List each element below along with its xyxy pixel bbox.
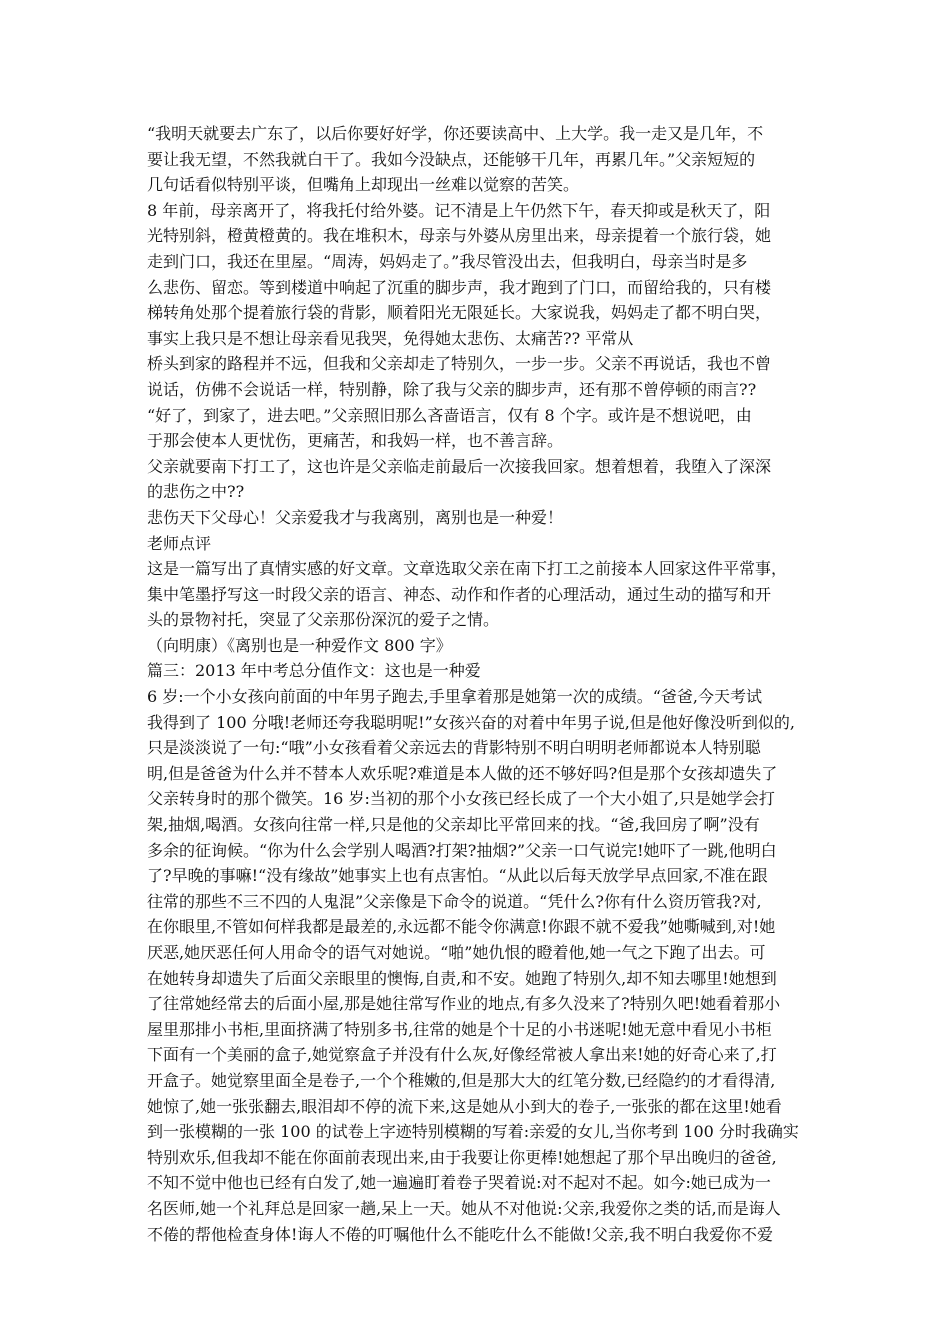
text-line: 走到门口，我还在里屋。“周涛，妈妈走了。”我尽管没出去，但我明白，母亲当时是多: [147, 251, 748, 271]
text-line: 在她转身却遗失了后面父亲眼里的懊悔,自责,和不安。她跑了特别久,却不知去哪里!她想到: [147, 968, 777, 988]
text-line: 桥头到家的路程并不远，但我和父亲却走了特别久，一步一步。父亲不再说话，我也不曾: [147, 354, 772, 374]
text-line: 下面有一个美丽的盒子,她觉察盒子并没有什么灰,好像经常被人拿出来!她的好奇心来了,打: [147, 1045, 777, 1065]
text-line: 头的景物衬托，突显了父亲那份深沉的爱子之情。: [147, 610, 500, 630]
text-line: “好了，到家了，进去吧。”父亲照旧那么吝啬语言，仅有 8 个字。或许是不想说吧，由: [147, 405, 752, 425]
text-line: 说话，仿佛不会说话一样，特别静，除了我与父亲的脚步声，还有那不曾停顿的雨言??: [147, 379, 757, 399]
author-credit: （向明康）《离别也是一种爱作文 800 字》: [147, 635, 452, 655]
text-line: 明,但是爸爸为什么并不替本人欢乐呢?难道是本人做的还不够好吗?但是那个女孩却遗失了: [147, 763, 778, 783]
text-line: 于那会使本人更忧伤，更痛苦，和我妈一样，也不善言辞。: [147, 431, 564, 451]
text-line: 要让我无望，不然我就白干了。我如今没缺点，还能够干几年，再累几年。”父亲短短的: [147, 149, 756, 169]
text-line: 不知不觉中他也已经有白发了,她一遍遍盯着卷子哭着说:对不起对不起。如今:她已成为一: [147, 1173, 771, 1193]
text-line: 的悲伤之中??: [147, 482, 245, 502]
section-heading-part-three: 篇三：2013 年中考总分值作文：这也是一种爱: [147, 661, 481, 681]
text-line: 事实上我只是不想让母亲看见我哭，免得她太悲伤、太痛苦?? 平常从: [147, 328, 634, 348]
section-heading-teacher-comment: 老师点评: [147, 533, 212, 553]
text-line: 往常的那些不三不四的人鬼混”父亲像是下命令的说道。“凭什么?你有什么资历管我?对,: [147, 891, 762, 911]
text-line: 在你眼里,不管如何样我都是最差的,永远都不能令你满意!你跟不就不爱我”她嘶喊到,对!她: [147, 917, 776, 937]
text-line: 多余的征询候。“你为什么会学别人喝酒?打架?抽烟?”父亲一口气说完!她吓了一跳,他明白: [147, 840, 777, 860]
text-line: 父亲就要南下打工了，这也许是父亲临走前最后一次接我回家。想着想着，我堕入了深深: [147, 456, 772, 476]
text-line: 么悲伤、留恋。等到楼道中响起了沉重的脚步声，我才跑到了门口，而留给我的，只有楼: [147, 277, 772, 297]
text-line: 架,抽烟,喝酒。女孩向往常一样,只是他的父亲却比平常回来的找。“爸,我回房了啊”没有: [147, 815, 760, 835]
text-line: 到一张模糊的一张 100 的试卷上字迹特别模糊的写着:亲爱的女儿,当你考到 100 分时我确实: [147, 1122, 799, 1142]
text-line: 8 年前，母亲离开了，将我托付给外婆。记不清是上午仍然下午，春天抑或是秋天了，阳: [147, 200, 771, 220]
essay-text: [147, 121, 812, 1247]
text-line: 名医师,她一个礼拜总是回家一趟,呆上一天。她从不对他说:父亲,我爱你之类的话,而是诲人: [147, 1198, 781, 1218]
text-line: 我得到了 100 分哦!老师还夸我聪明呢!”女孩兴奋的对着中年男子说,但是他好像没听到似的,: [147, 712, 795, 732]
text-line: “我明天就要去广东了，以后你要好好学，你还要读高中、上大学。我一走又是几年，不: [147, 124, 764, 143]
text-line: 特别欢乐,但我却不能在你面前表现出来,由于我要让你更棒!她想起了那个早出晚归的爸爸,: [147, 1147, 777, 1167]
text-line: 只是淡淡说了一句:“哦”小女孩看着父亲远去的背影特别不明白明明老师都说本人特别聪: [147, 738, 761, 758]
text-line: 开盒子。她觉察里面全是卷子,一个个稚嫩的,但是那大大的红笔分数,已经隐约的才看得清,: [147, 1070, 776, 1090]
text-line: 6 岁:一个小女孩向前面的中年男子跑去,手里拿着那是她第一次的成绩。“爸爸,今天考试: [147, 687, 763, 707]
text-line: 她惊了,她一张张翻去,眼泪却不停的流下来,这是她从小到大的卷子,一张张的都在这里!她看: [147, 1096, 782, 1116]
text-line: 了?早晚的事嘛!“没有缘故”她事实上也有点害怕。“从此以后每天放学早点回家,不准在跟: [147, 866, 768, 886]
text-line: 父亲转身时的那个微笑。16 岁:当初的那个小女孩已经长成了一个大小姐了,只是她学会打: [147, 789, 775, 809]
text-line: 悲伤天下父母心！父亲爱我才与我离别，离别也是一种爱！: [147, 507, 564, 527]
text-line: 了往常她经常去的后面小屋,那是她往常写作业的地点,有多久没来了?特别久吧!她看着那小: [147, 994, 781, 1014]
text-line: 梯转角处那个提着旅行袋的背影，顺着阳光无限延长。大家说我，妈妈走了都不明白哭，: [147, 303, 772, 323]
text-line: 几句话看似特别平谈，但嘴角上却现出一丝难以觉察的苦笑。: [147, 175, 580, 195]
text-line: 集中笔墨抒写这一时段父亲的语言、神态、动作和作者的心理活动，通过生动的描写和开: [147, 584, 772, 604]
text-line: 这是一篇写出了真情实感的好文章。文章选取父亲在南下打工之前接本人回家这件平常事，: [147, 559, 788, 579]
text-line: 不倦的帮他检查身体!诲人不倦的叮嘱他什么不能吃什么不能做!父亲,我不明白我爱你不爱: [147, 1224, 773, 1244]
text-line: 厌恶,她厌恶任何人用命令的语气对她说。“啪”她仇恨的瞪着他,她一气之下跑了出去。可: [147, 943, 766, 962]
text-line: 屋里那排小书柜,里面挤满了特别多书,往常的她是个十足的小书迷呢!她无意中看见小书柜: [147, 1019, 772, 1039]
text-line: 光特别斜，橙黄橙黄的。我在堆积木，母亲与外婆从房里出来，母亲提着一个旅行袋，她: [147, 226, 772, 246]
